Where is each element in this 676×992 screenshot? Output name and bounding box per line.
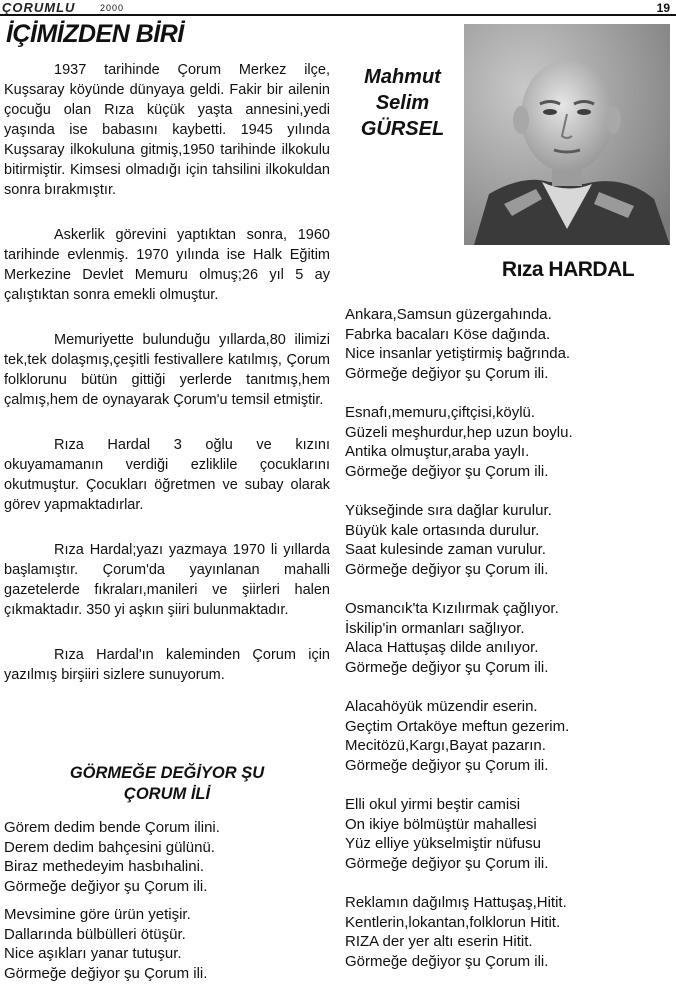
- poem-stanza: [345, 305, 670, 383]
- poem-stanza: [345, 893, 670, 971]
- section-title: İÇİMİZDEN BİRİ: [6, 20, 184, 48]
- poem-line: Görmeğe değiyor şu Çorum ili.: [345, 854, 549, 872]
- poem-author: Rıza HARDAL: [501, 258, 635, 281]
- poem-line: Görmeğe değiyor şu Çorum ili.: [345, 952, 549, 970]
- poem-line: Büyük kale ortasında durulur.: [345, 521, 540, 539]
- masthead: ÇORUMLU: [2, 0, 76, 15]
- poem-title-line: ÇORUM İLİ: [123, 785, 211, 803]
- portrait-photo-icon: [464, 24, 670, 245]
- poem-stanza: [345, 795, 670, 873]
- poem-line: Görem dedim bende Çorum ilini.: [4, 819, 220, 836]
- poem-line: Biraz methedeyim hasbıhalini.: [4, 858, 205, 875]
- biography-paragraph: Rıza Hardal'ın kaleminden Çorum için yazılmış birşiiri sizlere sunuyorum.: [4, 647, 330, 683]
- poem-line: Antika olmuştur,araba yaylı.: [345, 443, 530, 460]
- poem-line: İskilip'in ormanları sağlıyor.: [345, 619, 525, 637]
- poem-line: Görmeğe değiyor şu Çorum ili.: [345, 364, 549, 382]
- subject-name: [345, 64, 460, 142]
- poem-line: Yüz elliye yükselmiştir nüfusu: [345, 835, 541, 852]
- issue-year: 2000: [100, 3, 125, 13]
- poem-line: Fabrka bacaları Köse dağında.: [345, 325, 551, 343]
- poem-line: Alacahöyük müzendir eserin.: [345, 698, 538, 715]
- poem-line: Reklamın dağılmış Hattuşaş,Hitit.: [345, 894, 567, 911]
- biography-column: [4, 60, 330, 710]
- portrait-photo: [464, 24, 670, 245]
- poem-stanza: [345, 599, 670, 677]
- poem-line: Derem dedim bahçesini gülünü.: [4, 838, 215, 856]
- biography-paragraph: Rıza Hardal;yazı yazmaya 1970 li yıllarda başlamıştır. Çorum'da yayınlanan mahalli gazetelerde fıkraları,manileri ve şiirleri halen çıkmaktadır. 350 yi aşkın şiiri bulunmaktadır.: [4, 542, 330, 618]
- poem-line: Kentlerin,lokantan,folklorun Hitit.: [345, 913, 561, 931]
- poem-line: Nice aşıkları yanar tutuşur.: [4, 945, 182, 962]
- poem-right-column: [345, 305, 670, 991]
- page-header: [0, 0, 676, 16]
- poem-title: [4, 763, 330, 805]
- poem-line: On ikiye bölmüştür mahallesi: [345, 815, 537, 833]
- poem-line: Elli okul yirmi beştir camisi: [345, 796, 521, 813]
- biography-paragraph: 1937 tarihinde Çorum Merkez ilçe, Kuşsaray köyünde dünyaya geldi. Fakir bir ailenin çocuğu olan Rıza küçük yaşta annesini,yedi yaşında ise babasını kaybetti. 1945 yılında Kuşsaray ilkokuluna gitmiş,1950 tarihinde ilkokulu bitirmiştir. Kimsesi olmadığı için tahsilini ilkokuldan sonra bırakmıştır.: [4, 62, 330, 198]
- poem-stanza: [4, 818, 334, 896]
- header-rule: [0, 14, 676, 16]
- poem-line: Saat kulesinde zaman vurulur.: [345, 541, 546, 558]
- poem-left-column: [4, 818, 334, 992]
- poem-line: Alaca Hattuşaş dilde anılıyor.: [345, 639, 539, 656]
- poem-line: Ankara,Samsun güzergahında.: [345, 306, 552, 323]
- biography-paragraph: Rıza Hardal 3 oğlu ve kızını okuyamamanın verdiği ezliklile çocuklarını okutmuştur. Çocukları öğretmen ve subay olarak görev yapmaktadırlar.: [4, 437, 330, 513]
- poem-stanza: [4, 905, 334, 983]
- poem-stanza: [345, 697, 670, 775]
- poem-line: Mecitözü,Kargı,Bayat pazarın.: [345, 737, 546, 754]
- poem-line: Nice insanlar yetiştirmiş bağrında.: [345, 345, 571, 362]
- poem-line: RIZA der yer altı eserin Hitit.: [345, 933, 533, 950]
- poem-line: Dallarında bülbülleri ötüşür.: [4, 925, 186, 943]
- subject-name-line: Mahmut: [364, 66, 441, 88]
- poem-line: Yükseğinde sıra dağlar kurulur.: [345, 502, 552, 519]
- poem-line: Görmeğe değiyor şu Çorum ili.: [345, 658, 549, 676]
- poem-line: Görmeğe değiyor şu Çorum ili.: [345, 560, 549, 578]
- poem-stanza: [345, 403, 670, 481]
- biography-paragraph: Memuriyette bulunduğu yıllarda,80 ilimizi tek,tek dolaşmış,çeşitli festivallere katılmış, Çorum folklorunu bütün gittiği yerlerde tanıtmış,hem çalmış,hem de oynayarak Çorum'u temsil etmiştir.: [4, 332, 330, 408]
- poem-line: Osmancık'ta Kızılırmak çağlıyor.: [345, 600, 559, 617]
- poem-stanza: [345, 501, 670, 579]
- subject-name-line: Selim: [375, 92, 430, 114]
- biography-paragraph: Askerlik görevini yaptıktan sonra, 1960 tarihinde evlenmiş. 1970 yılında ise Halk Eğitim Merkezine Devlet Memuru olmuş;26 yıl 5 ay çalıştıktan sonra emekli olmuştur.: [4, 227, 330, 303]
- poem-line: Görmeğe değiyor şu Çorum ili.: [345, 462, 549, 480]
- poem-line: Görmeğe değiyor şu Çorum ili.: [4, 964, 208, 982]
- poem-title-line: GÖRMEĞE DEĞİYOR ŞU: [69, 764, 265, 782]
- poem-line: Güzeli meşhurdur,hep uzun boylu.: [345, 423, 573, 441]
- poem-line: Geçtim Ortaköye meftun gezerim.: [345, 717, 570, 735]
- page-number: 19: [656, 1, 670, 15]
- subject-name-line: GÜRSEL: [360, 118, 445, 140]
- poem-line: Mevsimine göre ürün yetişir.: [4, 906, 191, 923]
- poem-line: Esnafı,memuru,çiftçisi,köylü.: [345, 404, 536, 421]
- poem-line: Görmeğe değiyor şu Çorum ili.: [345, 756, 549, 774]
- poem-line: Görmeğe değiyor şu Çorum ili.: [4, 877, 208, 895]
